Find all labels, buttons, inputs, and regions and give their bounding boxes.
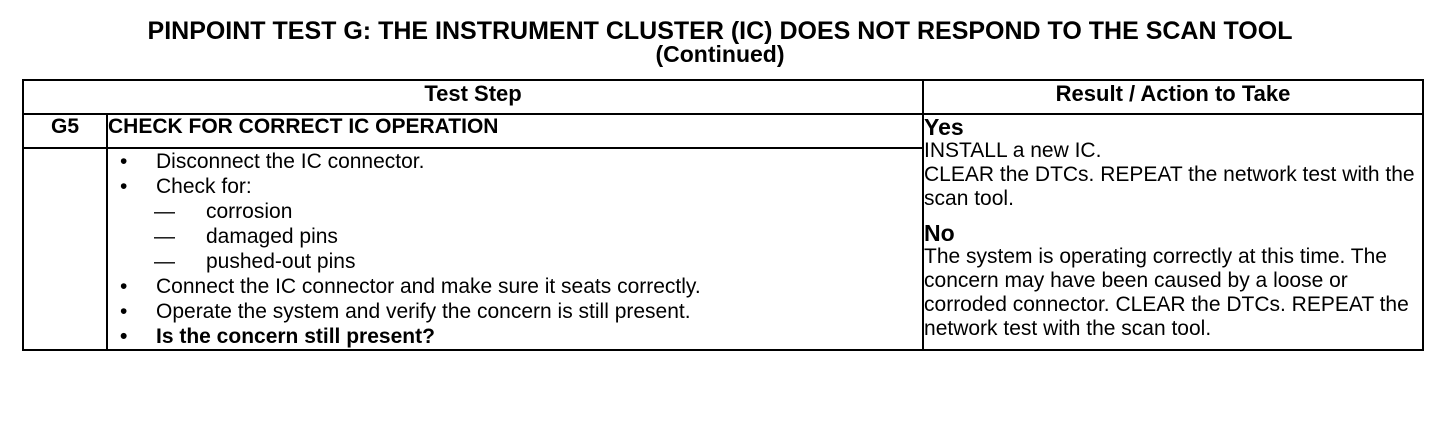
instruction-text: Operate the system and verify the concern is still present. (156, 300, 691, 323)
dash-icon: — (154, 225, 175, 248)
instruction-text: Connect the IC connector and make sure it seats correctly. (156, 275, 701, 298)
list-item (108, 149, 922, 174)
result-no-label: No (924, 220, 955, 246)
sublist-text: corrosion (206, 200, 293, 223)
result-yes-line2: CLEAR the DTCs. REPEAT the network test with the scan tool. (924, 163, 1415, 210)
bullet-icon: • (120, 175, 128, 198)
list-item (108, 324, 922, 349)
sublist-text: damaged pins (206, 225, 338, 248)
step-id: G5 (23, 114, 107, 148)
dash-icon: — (154, 200, 175, 223)
header-row (23, 80, 1423, 114)
instruction-text: Disconnect the IC connector. (156, 150, 425, 173)
pinpoint-table (22, 79, 1424, 351)
page-title: PINPOINT TEST G: THE INSTRUMENT CLUSTER (IC) DOES NOT RESPOND TO THE SCAN TOOL (147, 17, 1293, 45)
instruction-question: Is the concern still present? (156, 325, 435, 348)
step-instructions (107, 148, 923, 350)
result-yes-line1: INSTALL a new IC. (924, 139, 1102, 162)
step-title-row (23, 114, 1423, 148)
sublist-item (108, 199, 922, 224)
page-subtitle: (Continued) (655, 41, 785, 67)
column-header-test-step: Test Step (23, 80, 923, 114)
column-header-result: Result / Action to Take (923, 80, 1423, 114)
sublist-item (108, 224, 922, 249)
step-id-blank-cell (23, 148, 107, 350)
sublist-text: pushed-out pins (206, 250, 356, 273)
bullet-icon: • (120, 150, 128, 173)
instruction-text: Check for: (156, 175, 252, 198)
result-yes-label: Yes (924, 114, 964, 140)
result-cell (923, 114, 1423, 350)
dash-icon: — (154, 250, 175, 273)
list-item (108, 299, 922, 324)
sublist-item (108, 249, 922, 274)
bullet-icon: • (120, 300, 128, 323)
instruction-list (108, 149, 922, 349)
result-no-text: The system is operating correctly at this time. The concern may have been caused by a loose or corroded connector. CLEAR the DTCs. REPEAT the network test with the scan tool. (924, 245, 1409, 340)
step-title: CHECK FOR CORRECT IC OPERATION (107, 114, 923, 148)
bullet-icon: • (120, 325, 128, 348)
check-sublist (156, 199, 922, 274)
list-item (108, 174, 922, 274)
bullet-icon: • (120, 275, 128, 298)
list-item (108, 274, 922, 299)
